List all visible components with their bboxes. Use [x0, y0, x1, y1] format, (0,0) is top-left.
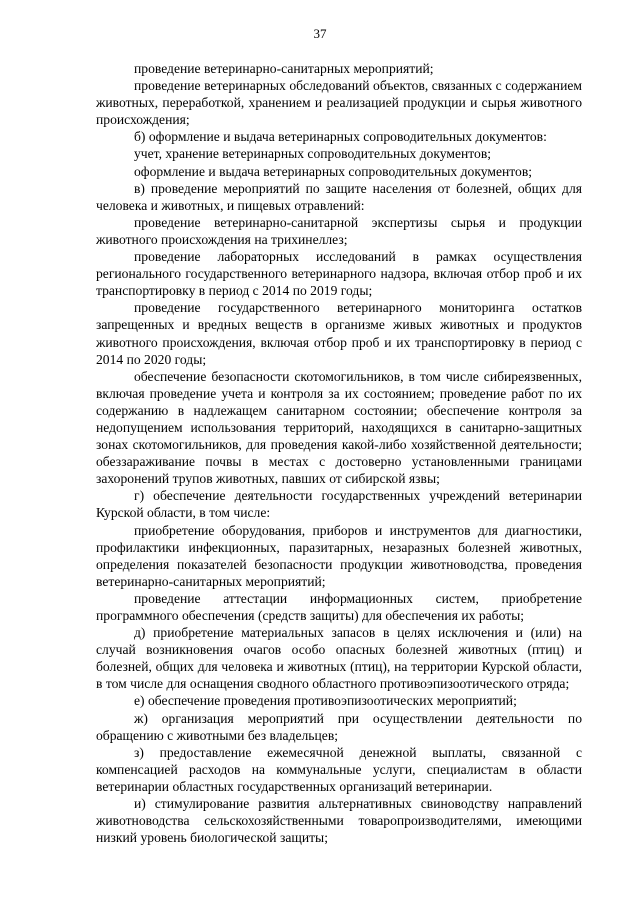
- paragraph: обеспечение безопасности скотомогильников, в том числе сибиреязвенных, включая проведение учета и контроля за их состоянием; проведение работ по их содержанию в надлежащем санитарном состоянии; обеспечение контроля за недопущением использования территорий, находящихся в санитарно-защитных зонах скотомогильников, для проведения какой-либо хозяйственной деятельности; обеззараживание почвы в местах с достоверно установленными границами захоронений трупов животных, павших от сибирской язвы;: [96, 368, 582, 487]
- paragraph: г) обеспечение деятельности государственных учреждений ветеринарии Курской области, в том числе:: [96, 488, 582, 521]
- paragraph: и) стимулирование развития альтернативных свиноводству направлений животноводства сельскохозяйственными товаропроизводителями, имеющими низкий уровень биологической защиты;: [96, 796, 582, 846]
- paragraph: проведение лабораторных исследований в рамках осуществления регионального государственного ветеринарного надзора, включая отбор проб и их транспортировку в период с 2014 по 2019 годы;: [96, 249, 582, 299]
- paragraph: приобретение оборудования, приборов и инструментов для диагностики, профилактики инфекционных, паразитарных, незаразных болезней животных, определения показателей безопасности продукции животноводства, проведения ветеринарно-санитарных мероприятий;: [96, 522, 582, 589]
- paragraph: д) приобретение материальных запасов в целях исключения и (или) на случай возникновения очагов особо опасных болезней животных (птиц) и болезней, общих для человека и животных (птиц), на территории Курской области, в том числе для оснащения сводного областного противоэпизоотического отряда;: [96, 625, 582, 692]
- paragraph: ж) организация мероприятий при осуществлении деятельности по обращению с животными без владельцев;: [96, 710, 582, 743]
- page-number: 37: [313, 26, 327, 41]
- paragraph: проведение государственного ветеринарного мониторинга остатков запрещенных и вредных веществ в организме живых животных и продуктов животного происхождения, включая отбор проб и их транспортировку в период с 2014 по 2020 годы;: [96, 300, 582, 367]
- paragraph: з) предоставление ежемесячной денежной выплаты, связанной с компенсацией расходов на коммунальные услуги, специалистам в области ветеринарии областных государственных организаций ветеринарии.: [96, 744, 582, 794]
- paragraph: оформление и выдача ветеринарных сопроводительных документов;: [134, 163, 533, 179]
- paragraph: проведение аттестации информационных систем, приобретение программного обеспечения (средств защиты) для обеспечения их работы;: [96, 590, 582, 623]
- paragraph: проведение ветеринарных обследований объектов, связанных с содержанием животных, переработкой, хранением и реализацией продукции и сырья животного происхождения;: [96, 78, 582, 128]
- paragraph: е) обеспечение проведения противоэпизоотических мероприятий;: [134, 693, 517, 709]
- paragraph: проведение ветеринарно-санитарных мероприятий;: [134, 61, 434, 76]
- paragraph: проведение ветеринарно-санитарной экспертизы сырья и продукции животного происхождения на трихинеллез;: [96, 214, 582, 247]
- paragraph: учет, хранение ветеринарных сопроводительных документов;: [134, 146, 492, 162]
- document-body: [96, 60, 582, 846]
- paragraph: б) оформление и выдача ветеринарных сопроводительных документов:: [134, 129, 547, 145]
- paragraph: в) проведение мероприятий по защите населения от болезней, общих для человека и животных, и пищевых отравлений:: [96, 180, 582, 213]
